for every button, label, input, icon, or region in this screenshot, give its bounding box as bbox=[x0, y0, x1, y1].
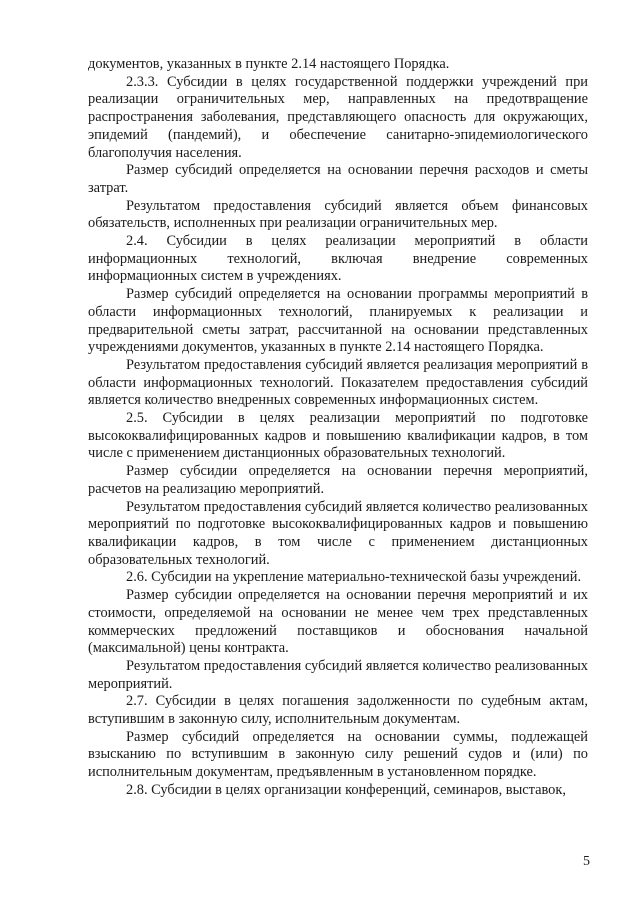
paragraph-2-4: 2.4. Субсидии в целях реализации мероприятий в области информационных технологий, включая внедрение современных информационных систем в учреждениях. bbox=[88, 233, 588, 285]
paragraph-2-7-size: Размер субсидий определяется на основании суммы, подлежащей взысканию по вступившим в законную силу решений судов и (или) по исполнительным документам, предъявленным в установленном порядке. bbox=[88, 728, 588, 781]
paragraph-2-8: 2.8. Субсидии в целях организации конференций, семинаров, выставок, bbox=[126, 781, 566, 798]
paragraph-2-5-size: Размер субсидии определяется на основании перечня мероприятий, расчетов на реализацию мероприятий. bbox=[88, 463, 588, 497]
paragraph-continuation: документов, указанных в пункте 2.14 настоящего Порядка. bbox=[88, 56, 450, 72]
paragraph-2-4-size: Размер субсидий определяется на основании программы мероприятий в области информационных технологий, планируемых к реализации и предварительной сметы затрат, рассчитанной на основании представленных учреждениями документов, указанных в пункте 2.14 настоящего Порядка. bbox=[88, 286, 588, 356]
page-number: 5 bbox=[583, 854, 590, 869]
paragraph-2-3-3: 2.3.3. Субсидии в целях государственной поддержки учреждений при реализации ограничительных мер, направленных на предотвращение распространения заболевания, представляющего опасность для окружающих, эпидемий (пандемий), и обеспечение санитарно-эпидемиологического благополучия населения. bbox=[88, 73, 588, 161]
paragraph-2-3-3-result: Результатом предоставления субсидий является объем финансовых обязательств, исполненных при реализации ограничительных мер. bbox=[88, 197, 588, 232]
paragraph-2-6-result: Результатом предоставления субсидий является количество реализованных мероприятий. bbox=[88, 657, 588, 692]
paragraph-2-3-3-size: Размер субсидий определяется на основании перечня расходов и сметы затрат. bbox=[88, 162, 588, 196]
paragraph-2-4-result: Результатом предоставления субсидий является реализация мероприятий в области информационных технологий. Показателем предоставления субсидий является количество внедренных современных информационных систем. bbox=[88, 356, 588, 409]
paragraph-2-5-result: Результатом предоставления субсидий является количество реализованных мероприятий по подготовке высококвалифицированных кадров и повышению квалификации кадров, в том числе с применением дистанционных образовательных технологий. bbox=[88, 498, 588, 568]
paragraph-2-5: 2.5. Субсидии в целях реализации мероприятий по подготовке высококвалифицированных кадров и повышению квалификации кадров, в том числе с применением дистанционных образовательных технологий. bbox=[88, 410, 588, 462]
paragraph-2-6-size: Размер субсидии определяется на основании перечня мероприятий и их стоимости, определяемой на основании не менее чем трех представленных коммерческих предложений поставщиков и обоснования начальной (максимальной) цены контракта. bbox=[88, 587, 588, 657]
paragraph-2-6: 2.6. Субсидии на укрепление материально-технической базы учреждений. bbox=[126, 569, 582, 586]
paragraph-2-7: 2.7. Субсидии в целях погашения задолженности по судебным актам, вступившим в законную силу, исполнительным документам. bbox=[88, 693, 588, 728]
